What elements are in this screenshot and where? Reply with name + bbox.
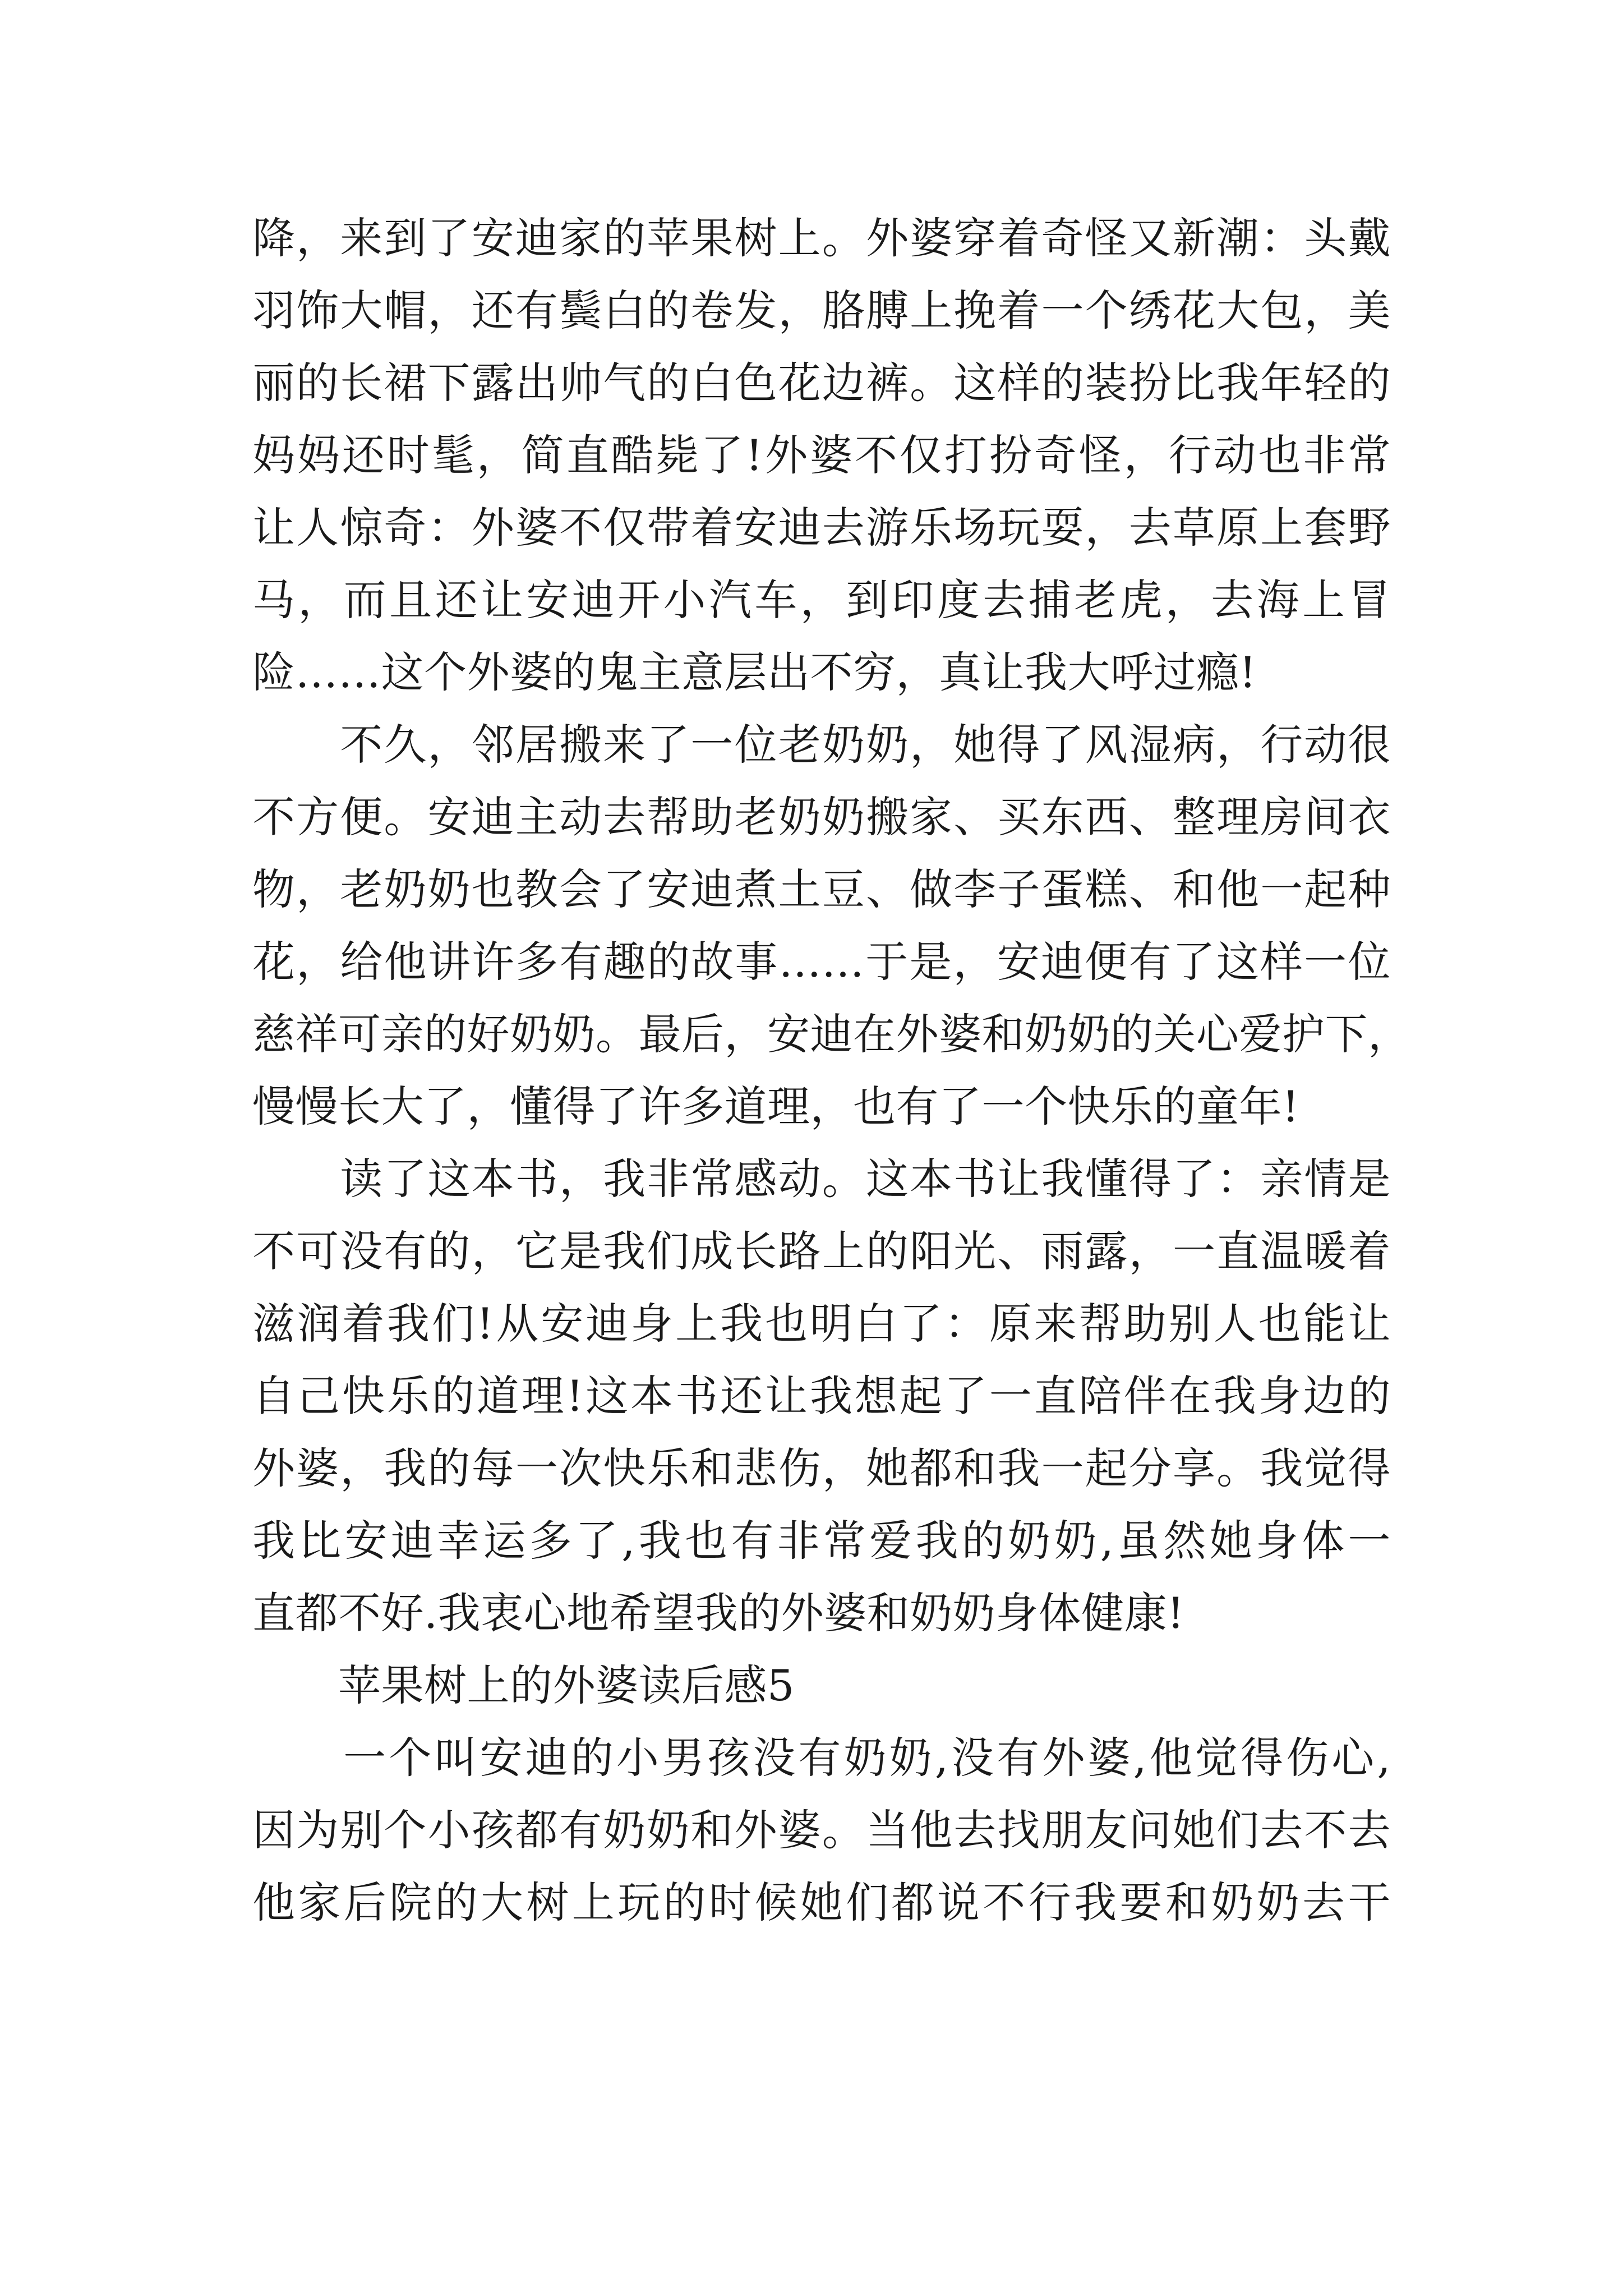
text-line: 险……这个外婆的鬼主意层出不穷，真让我大呼过瘾! [252, 647, 1257, 697]
text-line: 不可没有的，它是我们成长路上的阳光、雨露，一直温暖着 [252, 1226, 1391, 1276]
text-line: 外婆，我的每一次快乐和悲伤，她都和我一起分享。我觉得 [252, 1443, 1391, 1493]
text-line: 滋润着我们!从安迪身上我也明白了：原来帮助别人也能让 [252, 1299, 1391, 1349]
text-line: 不方便。安迪主动去帮助老奶奶搬家、买东西、整理房间衣 [252, 792, 1391, 842]
section-heading: 苹果树上的外婆读后感5 [252, 1660, 795, 1710]
text-line: 他家后院的大树上玩的时候她们都说不行我要和奶奶去干 [252, 1878, 1391, 1927]
text-line: 因为别个小孩都有奶奶和外婆。当他去找朋友问她们去不去 [252, 1805, 1391, 1855]
text-line: 慈祥可亲的好奶奶。最后，安迪在外婆和奶奶的关心爱护下， [252, 1009, 1411, 1059]
text-line: 不久，邻居搬来了一位老奶奶，她得了风湿病，行动很 [252, 720, 1391, 770]
text-line: 直都不好.我衷心地希望我的外婆和奶奶身体健康! [252, 1588, 1185, 1638]
text-line: 慢慢长大了，懂得了许多道理，也有了一个快乐的童年! [252, 1082, 1300, 1131]
text-line: 花，给他讲许多有趣的故事……于是，安迪便有了这样一位 [252, 937, 1391, 987]
text-line: 妈妈还时髦，简直酷毙了!外婆不仅打扮奇怪，行动也非常 [252, 430, 1391, 480]
text-line: 降，来到了安迪家的苹果树上。外婆穿着奇怪又新潮：头戴 [252, 213, 1391, 263]
text-line: 我比安迪幸运多了,我也有非常爱我的奶奶,虽然她身体一 [252, 1516, 1391, 1566]
text-line: 马，而且还让安迪开小汽车，到印度去捕老虎，去海上冒 [252, 575, 1391, 625]
text-line: 读了这本书，我非常感动。这本书让我懂得了：亲情是 [252, 1154, 1391, 1204]
text-line: 羽饰大帽，还有鬓白的卷发，胳膊上挽着一个绣花大包，美 [252, 286, 1391, 335]
text-line: 一个叫安迪的小男孩没有奶奶,没有外婆,他觉得伤心, [252, 1733, 1391, 1783]
text-line: 自己快乐的道理!这本书还让我想起了一直陪伴在我身边的 [252, 1371, 1391, 1421]
text-line: 物，老奶奶也教会了安迪煮土豆、做李子蛋糕、和他一起种 [252, 864, 1391, 914]
text-line: 丽的长裙下露出帅气的白色花边裤。这样的装扮比我年轻的 [252, 358, 1391, 408]
body-text [252, 202, 1411, 1939]
text-line: 让人惊奇：外婆不仅带着安迪去游乐场玩耍，去草原上套野 [252, 503, 1391, 553]
